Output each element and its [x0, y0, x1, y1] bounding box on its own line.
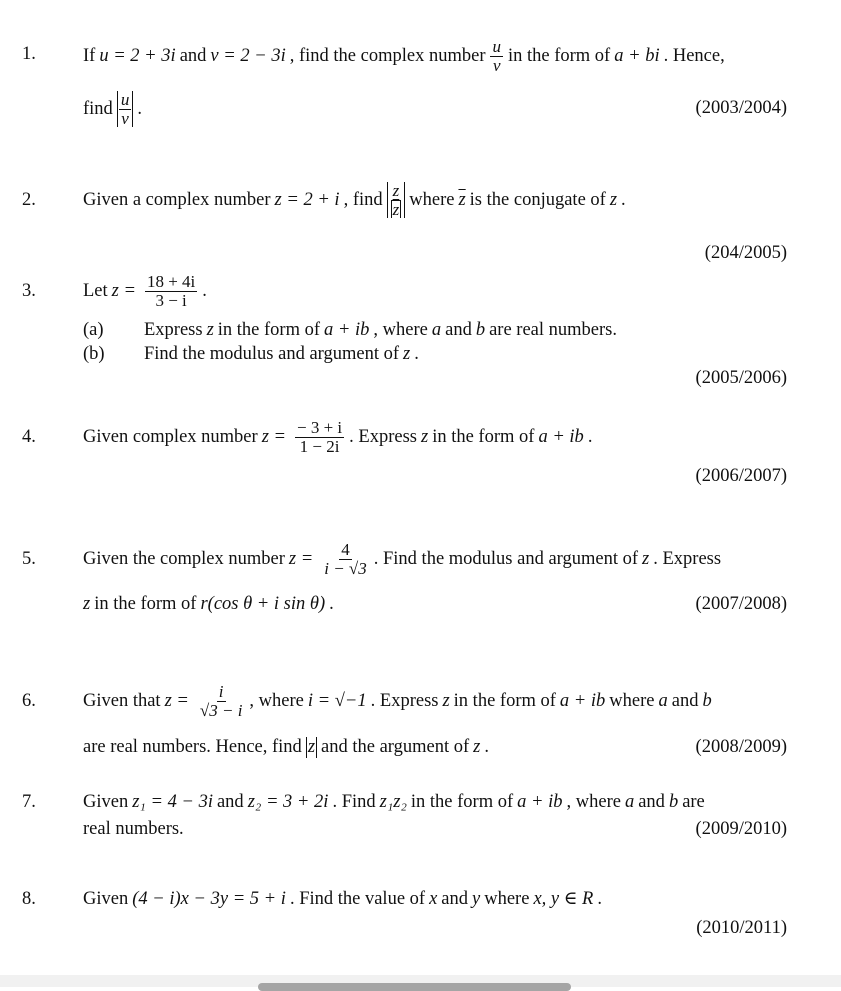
year-label: (2009/2010) [695, 818, 787, 839]
question-text [83, 534, 721, 584]
text: in the form of [507, 45, 611, 66]
text: where [609, 690, 655, 711]
question-text [83, 266, 207, 316]
math: z [206, 319, 214, 340]
part-b [83, 334, 419, 374]
math: $\overline{z}$ [458, 189, 466, 210]
year-label: (2003/2004) [695, 97, 787, 118]
text: . [202, 280, 207, 301]
math: z = [111, 280, 136, 301]
text: Find the modulus and argument of [144, 343, 400, 364]
question-text [83, 34, 725, 78]
question-number: 8. [22, 888, 36, 909]
math: z [83, 593, 91, 614]
question-number: 2. [22, 189, 36, 210]
math: z [609, 189, 618, 210]
text: . Find the modulus and argument of [373, 548, 639, 569]
text: Given that [83, 690, 161, 711]
text: where [484, 888, 530, 909]
text: Given the complex number [83, 548, 285, 569]
math: z = [164, 690, 189, 711]
text: and [441, 888, 469, 909]
text: where [409, 189, 455, 210]
question-text [83, 174, 626, 226]
question-number: 3. [22, 280, 36, 301]
text: If [83, 45, 96, 66]
text: Given complex number [83, 426, 258, 447]
math: z [307, 736, 316, 757]
math: z [403, 343, 411, 364]
math: b [668, 791, 679, 812]
text: . Hence, [663, 45, 725, 66]
text: find [83, 98, 113, 119]
absolute-value: $\frac{u}{v}$ [117, 91, 134, 128]
question-text [83, 584, 334, 624]
question-number: 1. [22, 43, 36, 64]
text: are real numbers. [489, 319, 617, 340]
question-text [83, 727, 489, 767]
math: z₁ = 4 − 3i [132, 791, 213, 812]
math: a + bi [614, 45, 660, 66]
math: a + ib [538, 426, 584, 447]
text: and [671, 690, 699, 711]
math: b [702, 690, 712, 711]
text: . Express [370, 690, 439, 711]
math: z = [288, 548, 314, 569]
math: z₂ = 3 + 2i [247, 791, 329, 812]
text: . [621, 189, 626, 210]
part-label: (a) [83, 319, 104, 340]
text: . Find [332, 791, 376, 812]
text: Express [144, 319, 203, 340]
fraction: $\frac{u}{v}$ [492, 36, 501, 75]
year-label: (2007/2008) [695, 593, 787, 614]
text: Given [83, 791, 129, 812]
text: is the conjugate of [469, 189, 606, 210]
text: , find [343, 189, 383, 210]
scrollbar-thumb[interactable] [258, 983, 571, 991]
text: and [638, 791, 665, 812]
math: b [475, 319, 486, 340]
question-text [83, 879, 602, 919]
math: (4 − i)x − 3y = 5 + i [132, 888, 286, 909]
math: z₁z₂ [379, 791, 407, 812]
fraction: $\frac{- 3 + i}{1 - 2i}$ [297, 417, 343, 456]
text: , where [566, 791, 621, 812]
fraction: $\frac{18 + 4i}{3 - i}$ [146, 271, 196, 310]
text: . [484, 736, 489, 757]
text: and [216, 791, 244, 812]
text: . [587, 426, 593, 447]
part-label: (b) [83, 343, 105, 364]
text: in the form of [94, 593, 197, 614]
text: , where [373, 319, 428, 340]
text: , where [249, 690, 304, 711]
math: a + ib [559, 690, 606, 711]
year-label: (2005/2006) [695, 367, 787, 388]
question-text [83, 412, 592, 462]
text: in the form of [453, 690, 556, 711]
question-text [83, 809, 184, 849]
text: Given [83, 888, 129, 909]
math: z [642, 548, 650, 569]
math: i = √−1 [307, 690, 367, 711]
text: . Express [349, 426, 417, 447]
text: are real numbers. Hence, find [83, 736, 302, 757]
math: a [624, 791, 635, 812]
fraction: $\frac{i}{√3 - i}$ [199, 681, 243, 720]
math: x [429, 888, 438, 909]
math: u = 2 + 3i [99, 45, 176, 66]
math: z = 2 + i [274, 189, 340, 210]
text: and the argument of [321, 736, 470, 757]
math: z [473, 736, 481, 757]
text: real numbers. [83, 818, 184, 839]
math: y [472, 888, 481, 909]
text: Given a complex number [83, 189, 271, 210]
fraction: $\frac{4}{i - √3}$ [324, 539, 367, 578]
text: , find the complex number [289, 45, 486, 66]
question-text [83, 86, 142, 132]
text: are [682, 791, 705, 812]
text: and [179, 45, 207, 66]
math: z = [261, 426, 286, 447]
text: . Find the value of [289, 888, 426, 909]
math: z [420, 426, 429, 447]
text: in the form of [217, 319, 321, 340]
text: . [137, 98, 142, 119]
math: a [658, 690, 668, 711]
year-label: (2006/2007) [695, 465, 787, 486]
absolute-value: $\frac{z}{z}$ [387, 182, 406, 219]
math: x, y ∈ R [533, 889, 594, 909]
year-label: (2010/2011) [696, 917, 787, 938]
text: . Express [653, 548, 722, 569]
text: and [445, 319, 472, 340]
year-label: (2008/2009) [695, 736, 787, 757]
math: a + ib [517, 791, 563, 812]
year-label: (204/2005) [704, 242, 787, 263]
question-text [83, 676, 716, 726]
text: . [597, 888, 602, 909]
question-number: 6. [22, 690, 36, 711]
question-number: 5. [22, 548, 36, 569]
math: z [442, 690, 450, 711]
question-number: 4. [22, 426, 36, 447]
math: a + ib [324, 319, 370, 340]
text: in the form of [410, 791, 514, 812]
text: . [414, 343, 419, 364]
math: r(cos θ + i sin θ) [200, 593, 326, 614]
text: Let [83, 280, 108, 301]
text: . [329, 593, 334, 614]
math: a [431, 319, 442, 340]
question-number: 7. [22, 791, 36, 812]
math: v = 2 − 3i [210, 45, 286, 66]
text: in the form of [432, 426, 535, 447]
